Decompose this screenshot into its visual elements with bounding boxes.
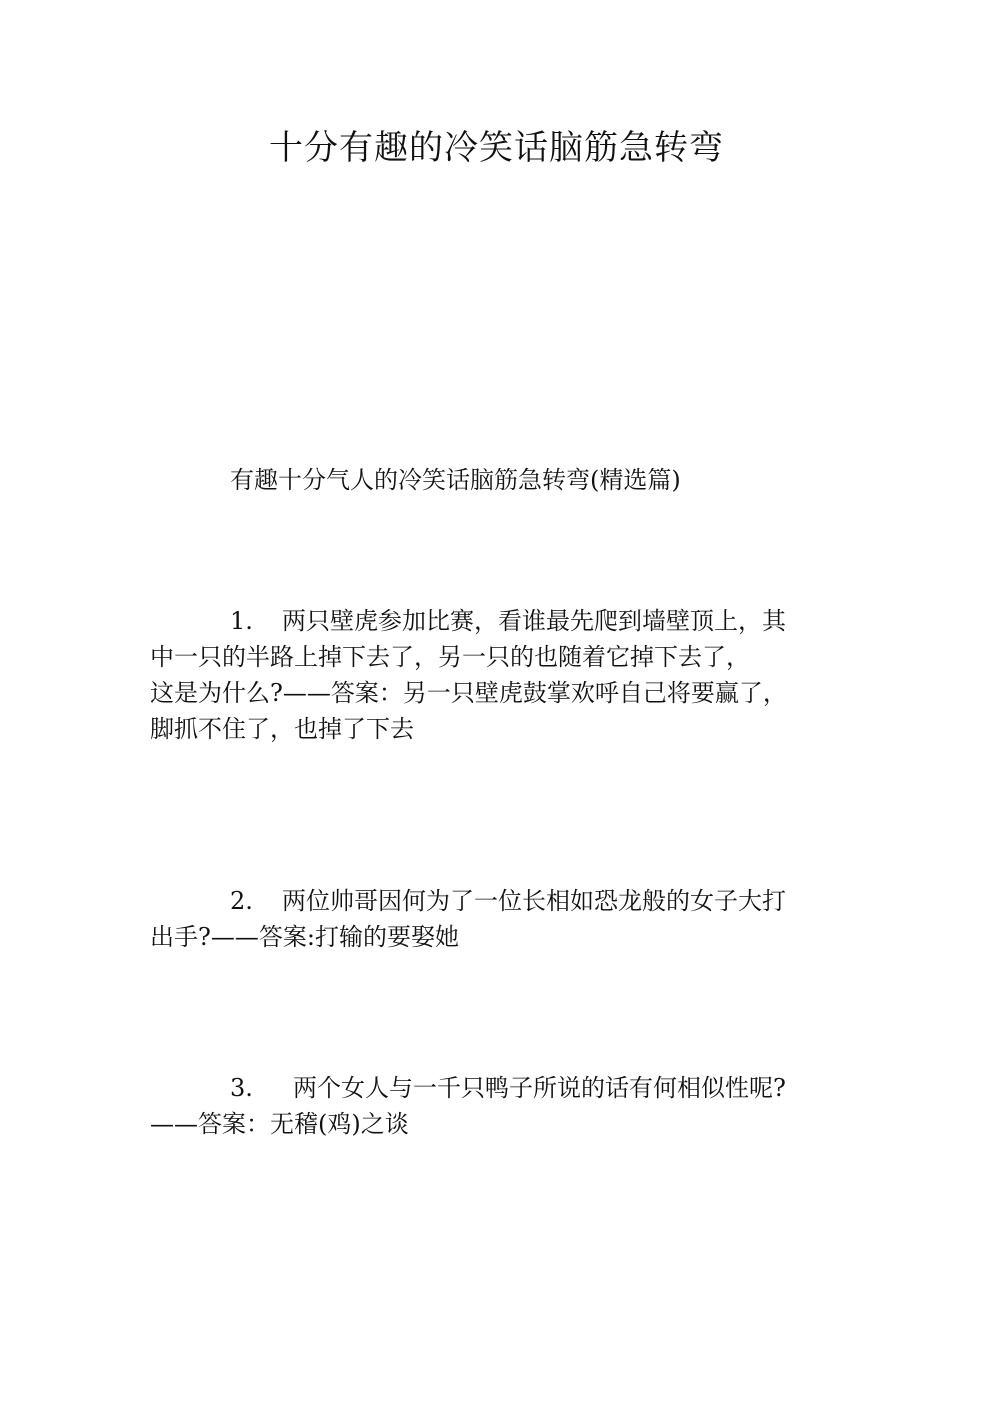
document-subtitle: 有趣十分气人的冷笑话脑筋急转弯(精选篇): [230, 466, 681, 494]
item-text: 两个女人与一千只鸭子所说的话有何相似性呢?: [293, 1074, 786, 1102]
item-text: ——答案：无稽(鸡)之谈: [150, 1110, 409, 1138]
item-text: 两只壁虎参加比赛，看谁最先爬到墙壁顶上，其: [282, 607, 786, 635]
list-item: [150, 603, 850, 747]
list-item: [150, 883, 850, 955]
item-text: 两位帅哥因何为了一位长相如恐龙般的女子大打: [282, 887, 786, 915]
list-item: [150, 1070, 850, 1142]
item-first-line: [150, 883, 850, 919]
item-first-line: [150, 603, 850, 639]
item-number: 3.: [230, 1074, 253, 1102]
item-first-line: [150, 1070, 850, 1106]
item-text: 出手?——答案:打输的要娶她: [150, 923, 459, 951]
item-text: 脚抓不住了，也掉了下去: [150, 715, 414, 743]
item-text: 这是为什么?——答案：另一只壁虎鼓掌欢呼自己将要赢了，: [150, 679, 787, 707]
item-number: 1.: [230, 607, 253, 635]
item-text: 中一只的半路上掉下去了，另一只的也随着它掉下去了，: [150, 643, 750, 671]
item-number: 2.: [230, 887, 253, 915]
page-title: 十分有趣的冷笑话脑筋急转弯: [269, 128, 724, 168]
